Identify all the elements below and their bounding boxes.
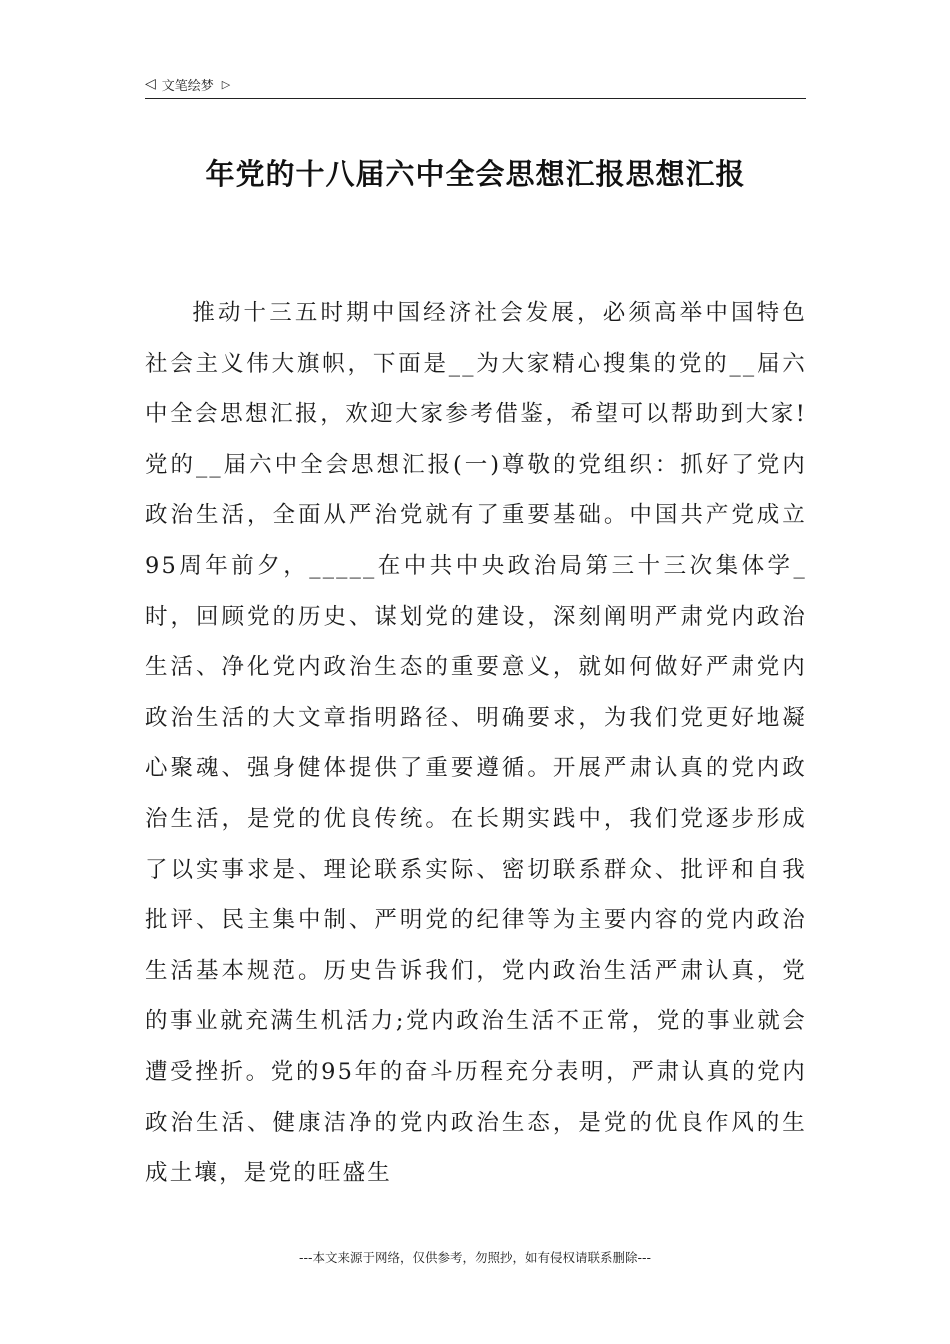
brand-label: 文笔绘梦 <box>161 78 214 94</box>
document-title: 年党的十八届六中全会思想汇报思想汇报 <box>205 157 746 191</box>
footer-disclaimer: ---本文来源于网络，仅供参考，勿照抄，如有侵权请联系删除--- <box>298 1250 652 1265</box>
triangle-right-icon: ▷ <box>221 77 231 91</box>
triangle-left-icon: ◁ <box>145 76 156 92</box>
page-header <box>145 70 806 99</box>
document-body-paragraph: 推动十三五时期中国经济社会发展，必须高举中国特色社会主义伟大旗帜，下面是__为大家精心搜集的党的__届六中全会思想汇报，欢迎大家参考借鉴，希望可以帮助到大家!党的__届六中全会思想汇报(一)尊敬的党组织：抓好了党内政治生活，全面从严治党就有了重要基础。中国共产党成立95周年前夕，_____在中共中央政治局第三十三次集体学_时，回顾党的历史、谋划党的建设，深刻阐明严肃党内政治生活、净化党内政治生态的重要意义，就如何做好严肃党内政治生活的大文章指明路径、明确要求，为我们党更好地凝心聚魂、强身健体提供了重要遵循。开展严肃认真的党内政治生活，是党的优良传统。在长期实践中，我们党逐步形成了以实事求是、理论联系实际、密切联系群众、批评和自我批评、民主集中制、严明党的纪律等为主要内容的党内政治生活基本规范。历史告诉我们，党内政治生活严肃认真，党的事业就充满生机活力;党内政治生活不正常，党的事业就会遭受挫折。党的95年的奋斗历程充分表明，严肃认真的党内政治生活、健康洁净的党内政治生态，是党的优良作风的生成土壤，是党的旺盛生 <box>145 300 807 1187</box>
